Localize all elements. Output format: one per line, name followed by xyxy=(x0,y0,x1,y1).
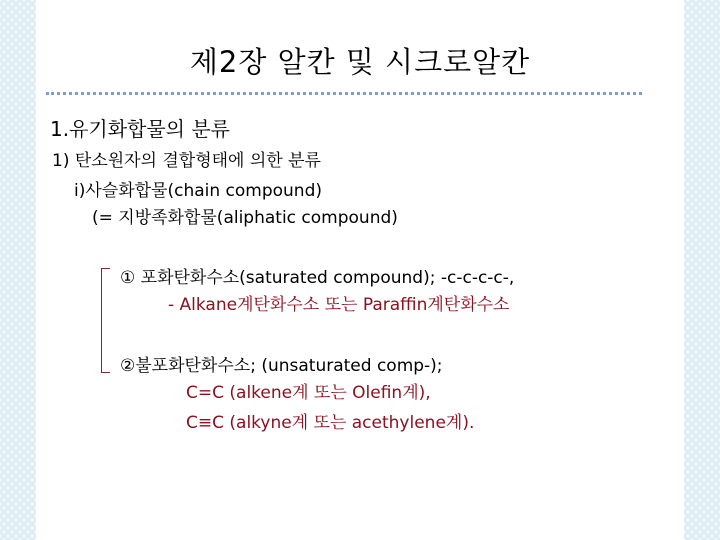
alkene-line: C=C (alkene계 또는 Olefin계), xyxy=(186,383,431,403)
unsaturated-hydrocarbon-line: ②불포화탄화수소; (unsaturated comp-); xyxy=(120,356,443,376)
section-heading: 1.유기화합물의 분류 xyxy=(50,117,230,141)
subsection-heading: 1) 탄소원자의 결합형태에 의한 분류 xyxy=(52,151,321,171)
slide xyxy=(36,0,684,540)
alkane-line: - Alkane계탄화수소 또는 Paraffin계탄화수소 xyxy=(168,295,510,315)
chain-compound-item: ⅰ)사슬화합물(chain compound) xyxy=(74,181,323,201)
aliphatic-compound-item: (= 지방족화합물(aliphatic compound) xyxy=(92,208,398,228)
bracket-line xyxy=(101,268,110,373)
slide-title: 제2장 알칸 및 시크로알칸 xyxy=(189,45,531,79)
dotted-divider xyxy=(46,92,642,95)
alkyne-line: C≡C (alkyne계 또는 acethylene계). xyxy=(186,413,475,433)
saturated-hydrocarbon-line: ① 포화탄화수소(saturated compound); -c-c-c-c-, xyxy=(120,268,515,288)
